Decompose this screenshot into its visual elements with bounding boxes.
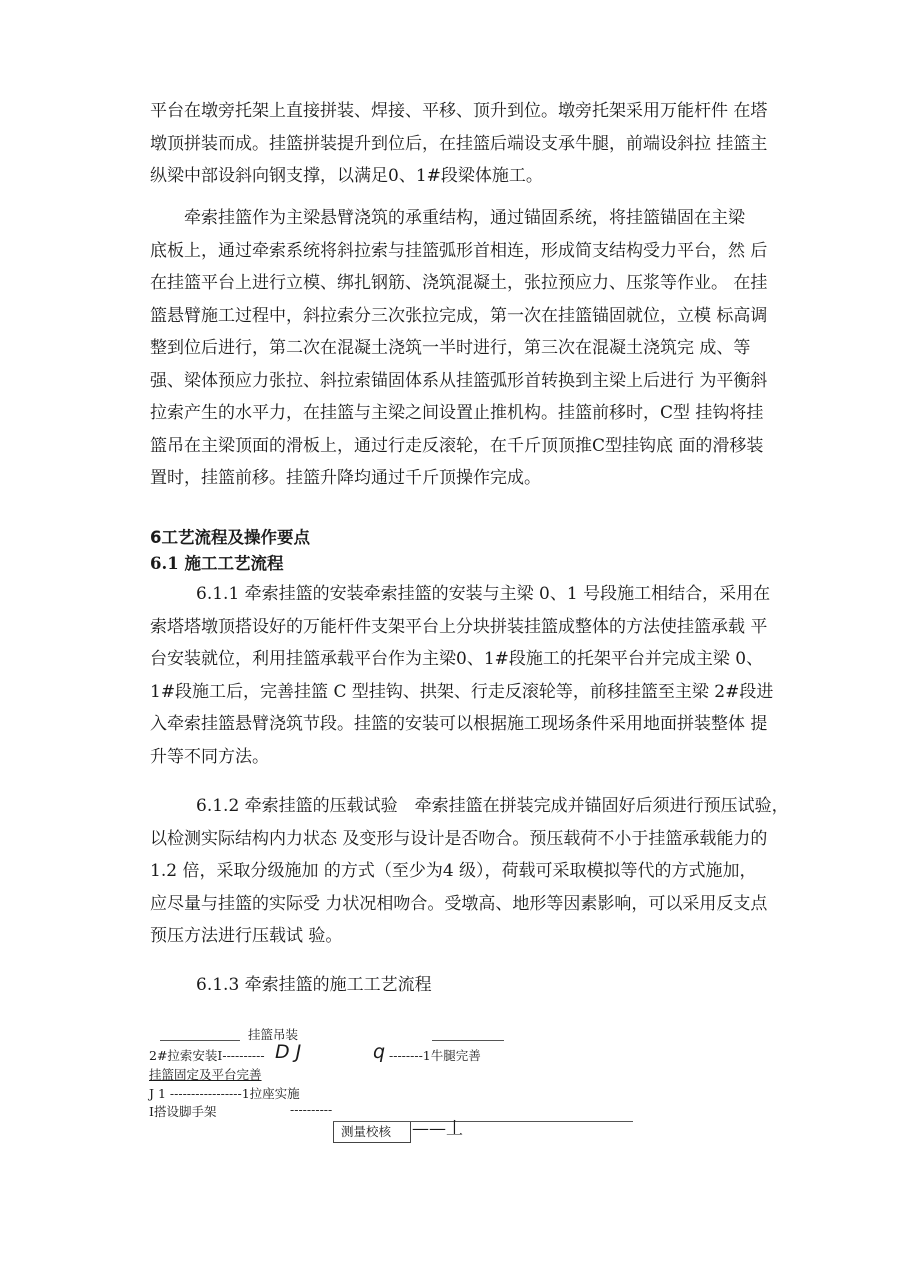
text-line: 整到位后进行，第二次在混凝土浇筑一半时进行，第三次在混凝土浇筑完 成、等 <box>150 338 751 358</box>
flow-label-hoist: 挂篮吊装 <box>248 1027 299 1042</box>
flow-dash: ---------- <box>290 1102 333 1117</box>
text-line: 索塔塔墩顶搭设好的万能杆件支架平台上分块拼装挂篮成整体的方法使挂篮承载 平 <box>150 616 768 637</box>
text-line: 应尽量与挂篮的实际受 力状况相吻合。受墩高、地形等因素影响，可以采用反支点 <box>150 893 768 914</box>
text-line: 墩顶拼装而成。挂篮拼装提升到位后，在挂篮后端设支承牛腿，前端设斜拉 挂篮主 <box>150 133 768 154</box>
text-line: 以检测实际结构内力状态 及变形与设计是否吻合。预压载荷不小于挂篮承载能力的 <box>150 828 768 849</box>
text-line: 台安装就位，利用挂篮承载平台作为主梁0、1#段施工的托架平台并完成主梁 0、 <box>150 649 764 669</box>
text-line: 1.2 倍，采取分级施加 的方式（至少为4 级），荷载可采取模拟等代的方式施加， <box>150 861 757 881</box>
text-line: 置时，挂篮前移。挂篮升降均通过千斤顶操作完成。 <box>150 468 541 488</box>
text-line: 底板上，通过牵索系统将斜拉索与挂篮弧形首相连，形成简支结构受力平台，然 后 <box>150 240 768 261</box>
heading-title: 施工工艺流程 <box>184 554 284 573</box>
section-heading-6: 6工艺流程及操作要点 <box>150 528 310 547</box>
flow-label-q: q <box>373 1041 386 1063</box>
text-line: 1#段施工后，完善挂篮 C 型挂钩、拱架、行走反滚轮等，前移挂篮至主梁 2#段进 <box>150 681 774 702</box>
flow-line <box>432 1040 504 1041</box>
flow-label-cable-install: 2#拉索安装I---------- <box>149 1048 265 1063</box>
text-line: 在挂篮平台上进行立模、绑扎钢筋、浇筑混凝土，张拉预应力、压浆等作业。 在挂 <box>150 273 768 293</box>
flow-label-dj: D J <box>275 1041 302 1063</box>
text-line: 6.1.2 牵索挂篮的压载试验 牵索挂篮在拼装完成并锚固好后须进行预压试验， <box>196 796 789 816</box>
text-line: 牵索挂篮作为主梁悬臂浇筑的承重结构，通过锚固系统，将挂篮锚固在主梁 <box>184 208 745 228</box>
paragraph-6-1-3: 6.1.3 牵索挂篮的施工工艺流程 <box>196 975 432 995</box>
text-line: 篮悬臂施工过程中，斜拉索分三次张拉完成，第一次在挂篮锚固就位，立模 标高调 <box>150 305 768 326</box>
text-line: 篮吊在主梁顶面的滑板上，通过行走反滚轮，在千斤顶顶推C型挂钩底 面的滑移装 <box>150 435 764 456</box>
flow-label-survey: 测量校核 <box>341 1124 392 1139</box>
flow-arrow: ——丄 <box>412 1119 463 1139</box>
flow-label-scaffold: I搭设脚手架 <box>149 1104 217 1119</box>
flow-label-anchor-seat: J 1 -----------------1拉座实施 <box>149 1086 300 1101</box>
text-line: 预压方法进行压载试 验。 <box>150 926 343 946</box>
text-line: 强、梁体预应力张拉、斜拉索锚固体系从挂篮弧形首转换到主梁上后进行 为平衡斜 <box>150 370 768 391</box>
text-line: 平台在墩旁托架上直接拼装、焊接、平移、顶升到位。墩旁托架采用万能杆件 在塔 <box>150 101 768 121</box>
heading-number: 6.1 <box>150 554 179 573</box>
text-line: 入牵索挂篮悬臂浇筑节段。挂篮的安装可以根据施工现场条件采用地面拼装整体 提 <box>150 714 768 734</box>
flow-line <box>160 1040 240 1041</box>
flow-label-bracket: --------1牛腿完善 <box>389 1048 481 1063</box>
flow-label-fix-platform: 挂篮固定及平台完善 <box>149 1067 262 1082</box>
text-line: 6.1.1 牵索挂篮的安装牵索挂篮的安装与主梁 0、1 号段施工相结合，采用在 <box>196 584 771 604</box>
text-line: 纵梁中部设斜向钢支撑，以满足0、1#段梁体施工。 <box>150 166 543 186</box>
text-line: 拉索产生的水平力，在挂篮与主梁之间设置止推机构。挂篮前移时，C型 挂钩将挂 <box>150 403 764 423</box>
text-line: 升等不同方法。 <box>150 746 269 767</box>
